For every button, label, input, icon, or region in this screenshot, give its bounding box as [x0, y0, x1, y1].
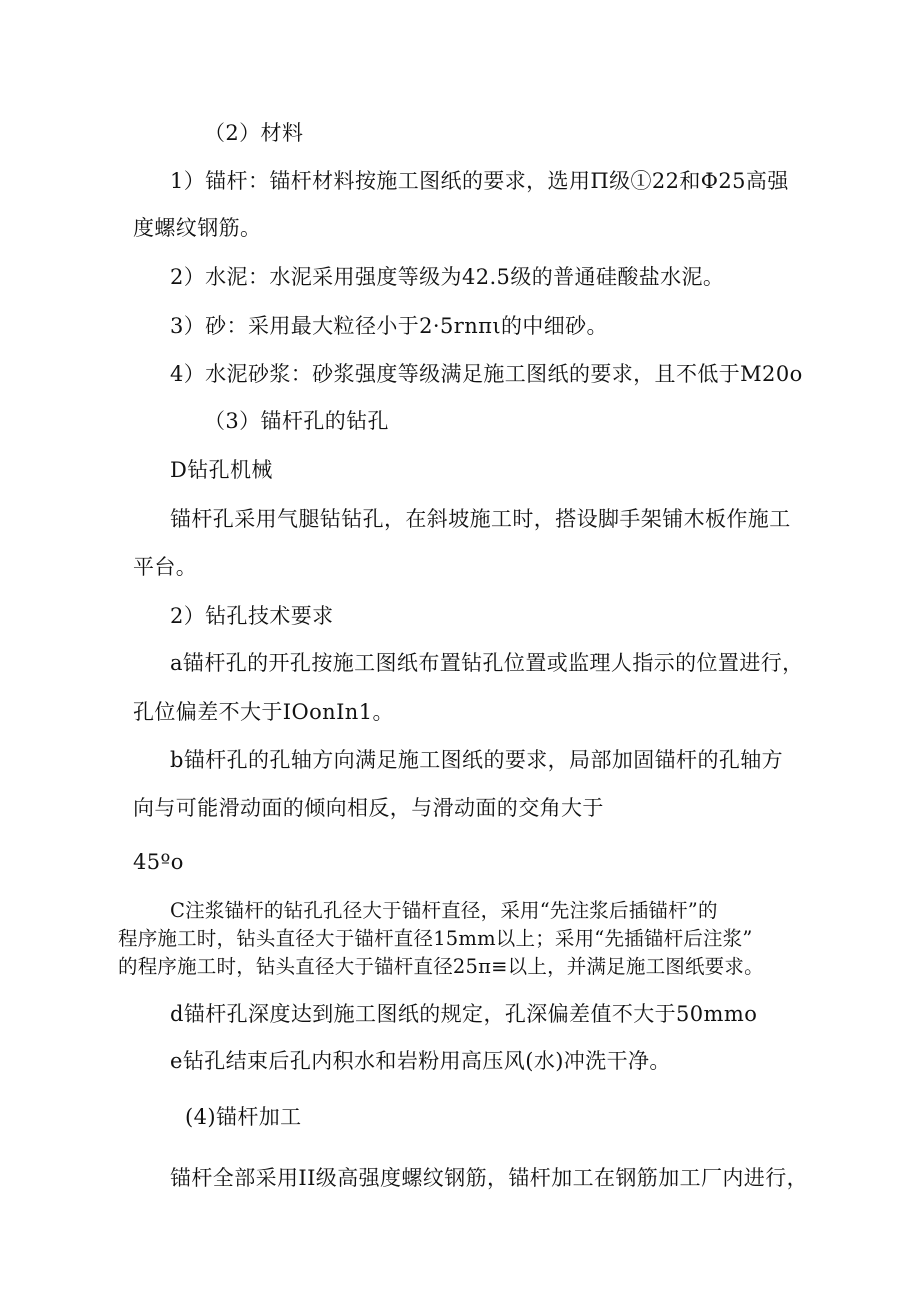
section-heading-processing: (4)锚杆加工 — [185, 1105, 302, 1129]
subheading-line: D钻孔机械 — [170, 458, 273, 482]
section-heading-materials: （2）材料 — [204, 121, 304, 145]
paragraph-line: e钻孔结束后孔内积水和岩粉用高压风(水)冲洗干净。 — [170, 1049, 671, 1073]
paragraph-line: 孔位偏差不大于IOonIn1。 — [133, 700, 394, 724]
paragraph-line: 45ºo — [133, 850, 184, 874]
paragraph-line: a锚杆孔的开孔按施工图纸布置钻孔位置或监理人指示的位置进行， — [170, 651, 804, 675]
subheading-line: 2）钻孔技术要求 — [170, 604, 334, 628]
paragraph-line: C注浆锚杆的钻孔孔径大于锚杆直径，采用“先注浆后插锚杆”的 — [170, 899, 718, 922]
paragraph-line: 锚杆全部采用II级高强度螺纹钢筋，锚杆加工在钢筋加工厂内进行， — [170, 1166, 808, 1190]
paragraph-line: 向与可能滑动面的倾向相反，与滑动面的交角大于 — [133, 796, 604, 820]
paragraph-line: 平台。 — [133, 555, 198, 579]
paragraph-line: d锚杆孔深度达到施工图纸的规定，孔深偏差值不大于50mmo — [170, 1002, 758, 1026]
paragraph-line: 4）水泥砂浆：砂浆强度等级满足施工图纸的要求，且不低于M20o — [170, 362, 803, 386]
paragraph-line: 度螺纹钢筋。 — [133, 216, 262, 240]
paragraph-line: 3）砂：采用最大粒径小于2·5rnπι的中细砂。 — [170, 314, 608, 338]
paragraph-line: 的程序施工时，钻头直径大于锚杆直径25π≡以上，并满足施工图纸要求。 — [118, 955, 764, 978]
paragraph-line: 锚杆孔采用气腿钻钻孔，在斜坡施工时，搭设脚手架铺木板作施工 — [170, 507, 791, 531]
section-heading-drilling: （3）锚杆孔的钻孔 — [204, 409, 389, 433]
paragraph-line: 2）水泥：水泥采用强度等级为42.5级的普通硅酸盐水泥。 — [170, 265, 725, 289]
paragraph-line: b锚杆孔的孔轴方向满足施工图纸的要求，局部加固锚杆的孔轴方 — [170, 748, 784, 772]
paragraph-line: 程序施工时，钻头直径大于锚杆直径15mm以上；采用“先插锚杆后注浆” — [118, 927, 753, 950]
paragraph-line: 1）锚杆：锚杆材料按施工图纸的要求，选用Π级①22和Φ25高强 — [170, 169, 789, 193]
